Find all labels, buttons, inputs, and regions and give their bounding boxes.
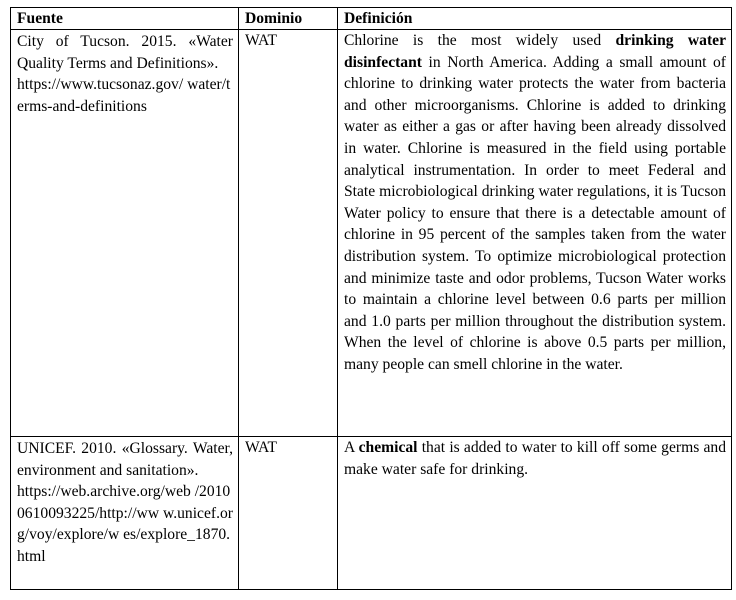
- definition-term: drinking water disinfectant: [344, 32, 727, 71]
- domain-cell: WAT: [239, 30, 338, 437]
- definition-cell: [338, 437, 732, 590]
- table-row: [11, 30, 732, 437]
- glossary-table: [10, 7, 732, 590]
- definition-cell: [338, 30, 732, 437]
- definition-text: [344, 30, 726, 376]
- source-url[interactable]: https://web.archive.org/web /20100610093225/http://ww w.unicef.org/voy/explore/w es/explore_1870.html: [17, 483, 233, 565]
- header-row: [11, 8, 732, 30]
- source-citation: UNICEF. 2010. «Glossary. Water, environment and sanitation».: [17, 440, 233, 479]
- header-definition: Definición: [338, 8, 732, 30]
- source-cell: [11, 437, 239, 590]
- definition-pre: A: [344, 439, 359, 456]
- source-cell: [11, 30, 239, 437]
- source-url[interactable]: https://www.tucsonaz.gov/ water/terms-and-definitions: [17, 76, 231, 115]
- definition-post: that is added to water to kill off some germs and make water safe for drinking.: [344, 439, 726, 478]
- domain-cell: WAT: [239, 437, 338, 590]
- definition-term: chemical: [358, 439, 418, 456]
- source-citation: City of Tucson. 2015. «Water Quality Terms and Definitions».: [17, 33, 233, 72]
- header-domain: Dominio: [239, 8, 338, 30]
- definition-pre: Chlorine is the most widely used: [344, 32, 616, 49]
- header-source: Fuente: [11, 8, 239, 30]
- table-row: [11, 437, 732, 590]
- definition-post: in North America. Adding a small amount of chlorine to drinking water protects the water from bacteria and other microorganisms. Chlorine is added to drinking water as either a gas or after having been already dissolved in water. Chlorine is measured in the field using portable analytical instrumentation. In order to meet Federal and State microbiological drinking water regulations, it is Tucson Water policy to ensure that there is a detectable amount of chlorine in 95 percent of the samples taken from the water distribution system. To optimize microbiological protection and minimize taste and odor problems, Tucson Water works to maintain a chlorine level between 0.6 parts per million and 1.0 parts per million throughout the distribution system. When the level of chlorine is above 0.5 parts per million, many people can smell chlorine in the water.: [344, 53, 727, 373]
- definition-text: [344, 437, 726, 480]
